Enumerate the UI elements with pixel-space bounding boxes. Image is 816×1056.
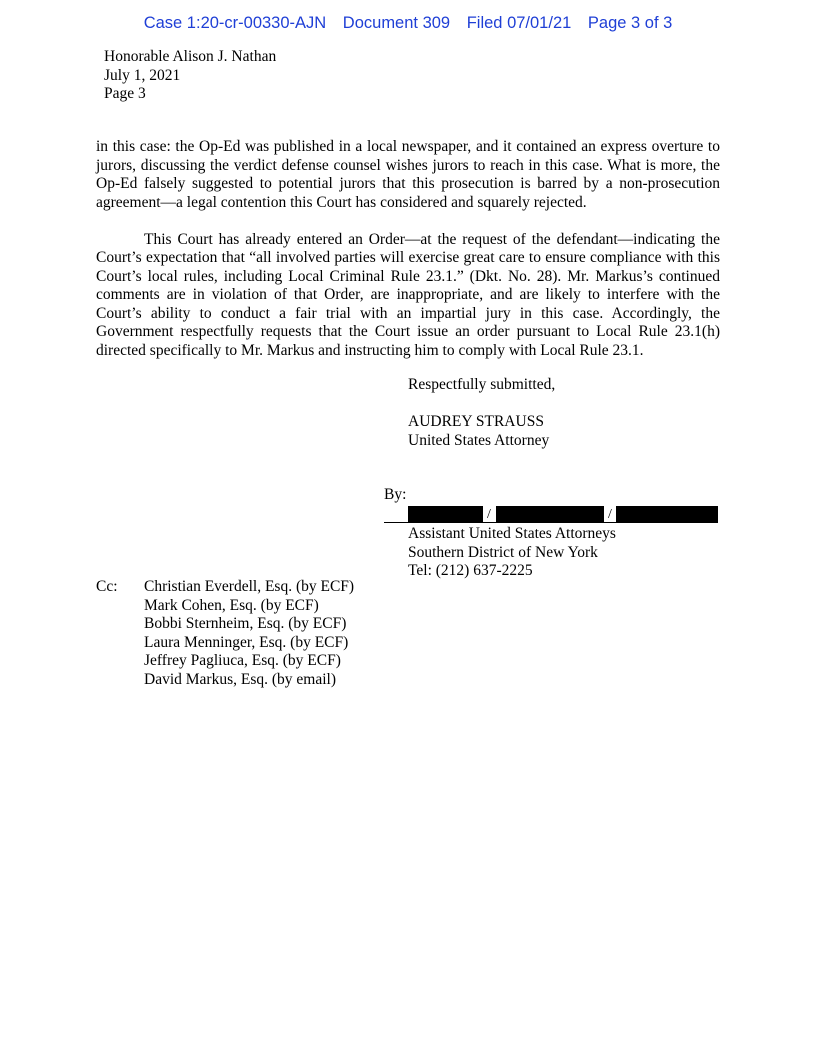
redaction-block bbox=[408, 506, 483, 523]
cc-recipient: Christian Everdell, Esq. (by ECF) bbox=[144, 578, 355, 595]
cc-label: Cc: bbox=[96, 578, 118, 595]
paragraph: This Court has already entered an Order—at the request of the defendant—indicating the Court’s expectation that “all involved parties will exercise great care to ensure compliance with this Court’s local rules, including Local Criminal Rule 23.1.” (Dkt. No. 28). Mr. Markus’s continued comments are in violation of that Order, are inappropriate, and are likely to interfere with the Court’s ability to conduct a fair trial with an impartial jury in this case. Accordingly, the Government respectfully requests that the Court issue an order pursuant to Local Rule 23.1(h) directed specifically to Mr. Markus and instructing him to comply with Local Rule 23.1. bbox=[96, 230, 720, 359]
paragraph: in this case: the Op-Ed was published in a local newspaper, and it contained an express overture to jurors, discussing the verdict defense counsel wishes jurors to reach in this case. What is more, the Op-Ed falsely suggested to potential jurors that this prosecution is barred by a non-prosecution agreement—a legal contention this Court has considered and squarely rejected. bbox=[96, 138, 720, 211]
case-number: Case 1:20-cr-00330-AJN bbox=[143, 14, 327, 32]
signer-role: Assistant United States Attorneys bbox=[408, 525, 616, 542]
signer-name: AUDREY STRAUSS bbox=[408, 413, 544, 430]
signer-block bbox=[408, 413, 549, 450]
letter-body bbox=[96, 138, 720, 379]
cc-list bbox=[144, 578, 354, 689]
cc-recipient: Jeffrey Pagliuca, Esq. (by ECF) bbox=[144, 652, 341, 669]
name-separator: / bbox=[608, 507, 612, 522]
page-count: Page 3 of 3 bbox=[587, 14, 673, 32]
closing: Respectfully submitted, bbox=[408, 376, 556, 393]
document-number: Document 309 bbox=[342, 14, 451, 32]
signer-title: United States Attorney bbox=[408, 431, 550, 449]
cc-recipient: Laura Menninger, Esq. (by ECF) bbox=[144, 633, 349, 651]
by-label: By: bbox=[384, 486, 407, 503]
page-label: Page 3 bbox=[104, 85, 146, 102]
redacted-names bbox=[408, 506, 720, 523]
redaction-block bbox=[616, 506, 718, 523]
filed-date: Filed 07/01/21 bbox=[466, 14, 572, 32]
cc-recipient: Bobbi Sternheim, Esq. (by ECF) bbox=[144, 615, 347, 632]
cc-recipient: Mark Cohen, Esq. (by ECF) bbox=[144, 596, 319, 614]
office-name: Southern District of New York bbox=[408, 543, 598, 561]
filing-stamp bbox=[0, 14, 816, 33]
recipient: Honorable Alison J. Nathan bbox=[104, 48, 277, 65]
office-block bbox=[408, 525, 616, 581]
letter-header bbox=[104, 48, 276, 104]
cc-recipient: David Markus, Esq. (by email) bbox=[144, 670, 336, 688]
name-separator: / bbox=[487, 507, 491, 522]
letter-date: July 1, 2021 bbox=[104, 66, 181, 84]
phone-number: Tel: (212) 637-2225 bbox=[408, 562, 533, 579]
redaction-block bbox=[496, 506, 604, 523]
